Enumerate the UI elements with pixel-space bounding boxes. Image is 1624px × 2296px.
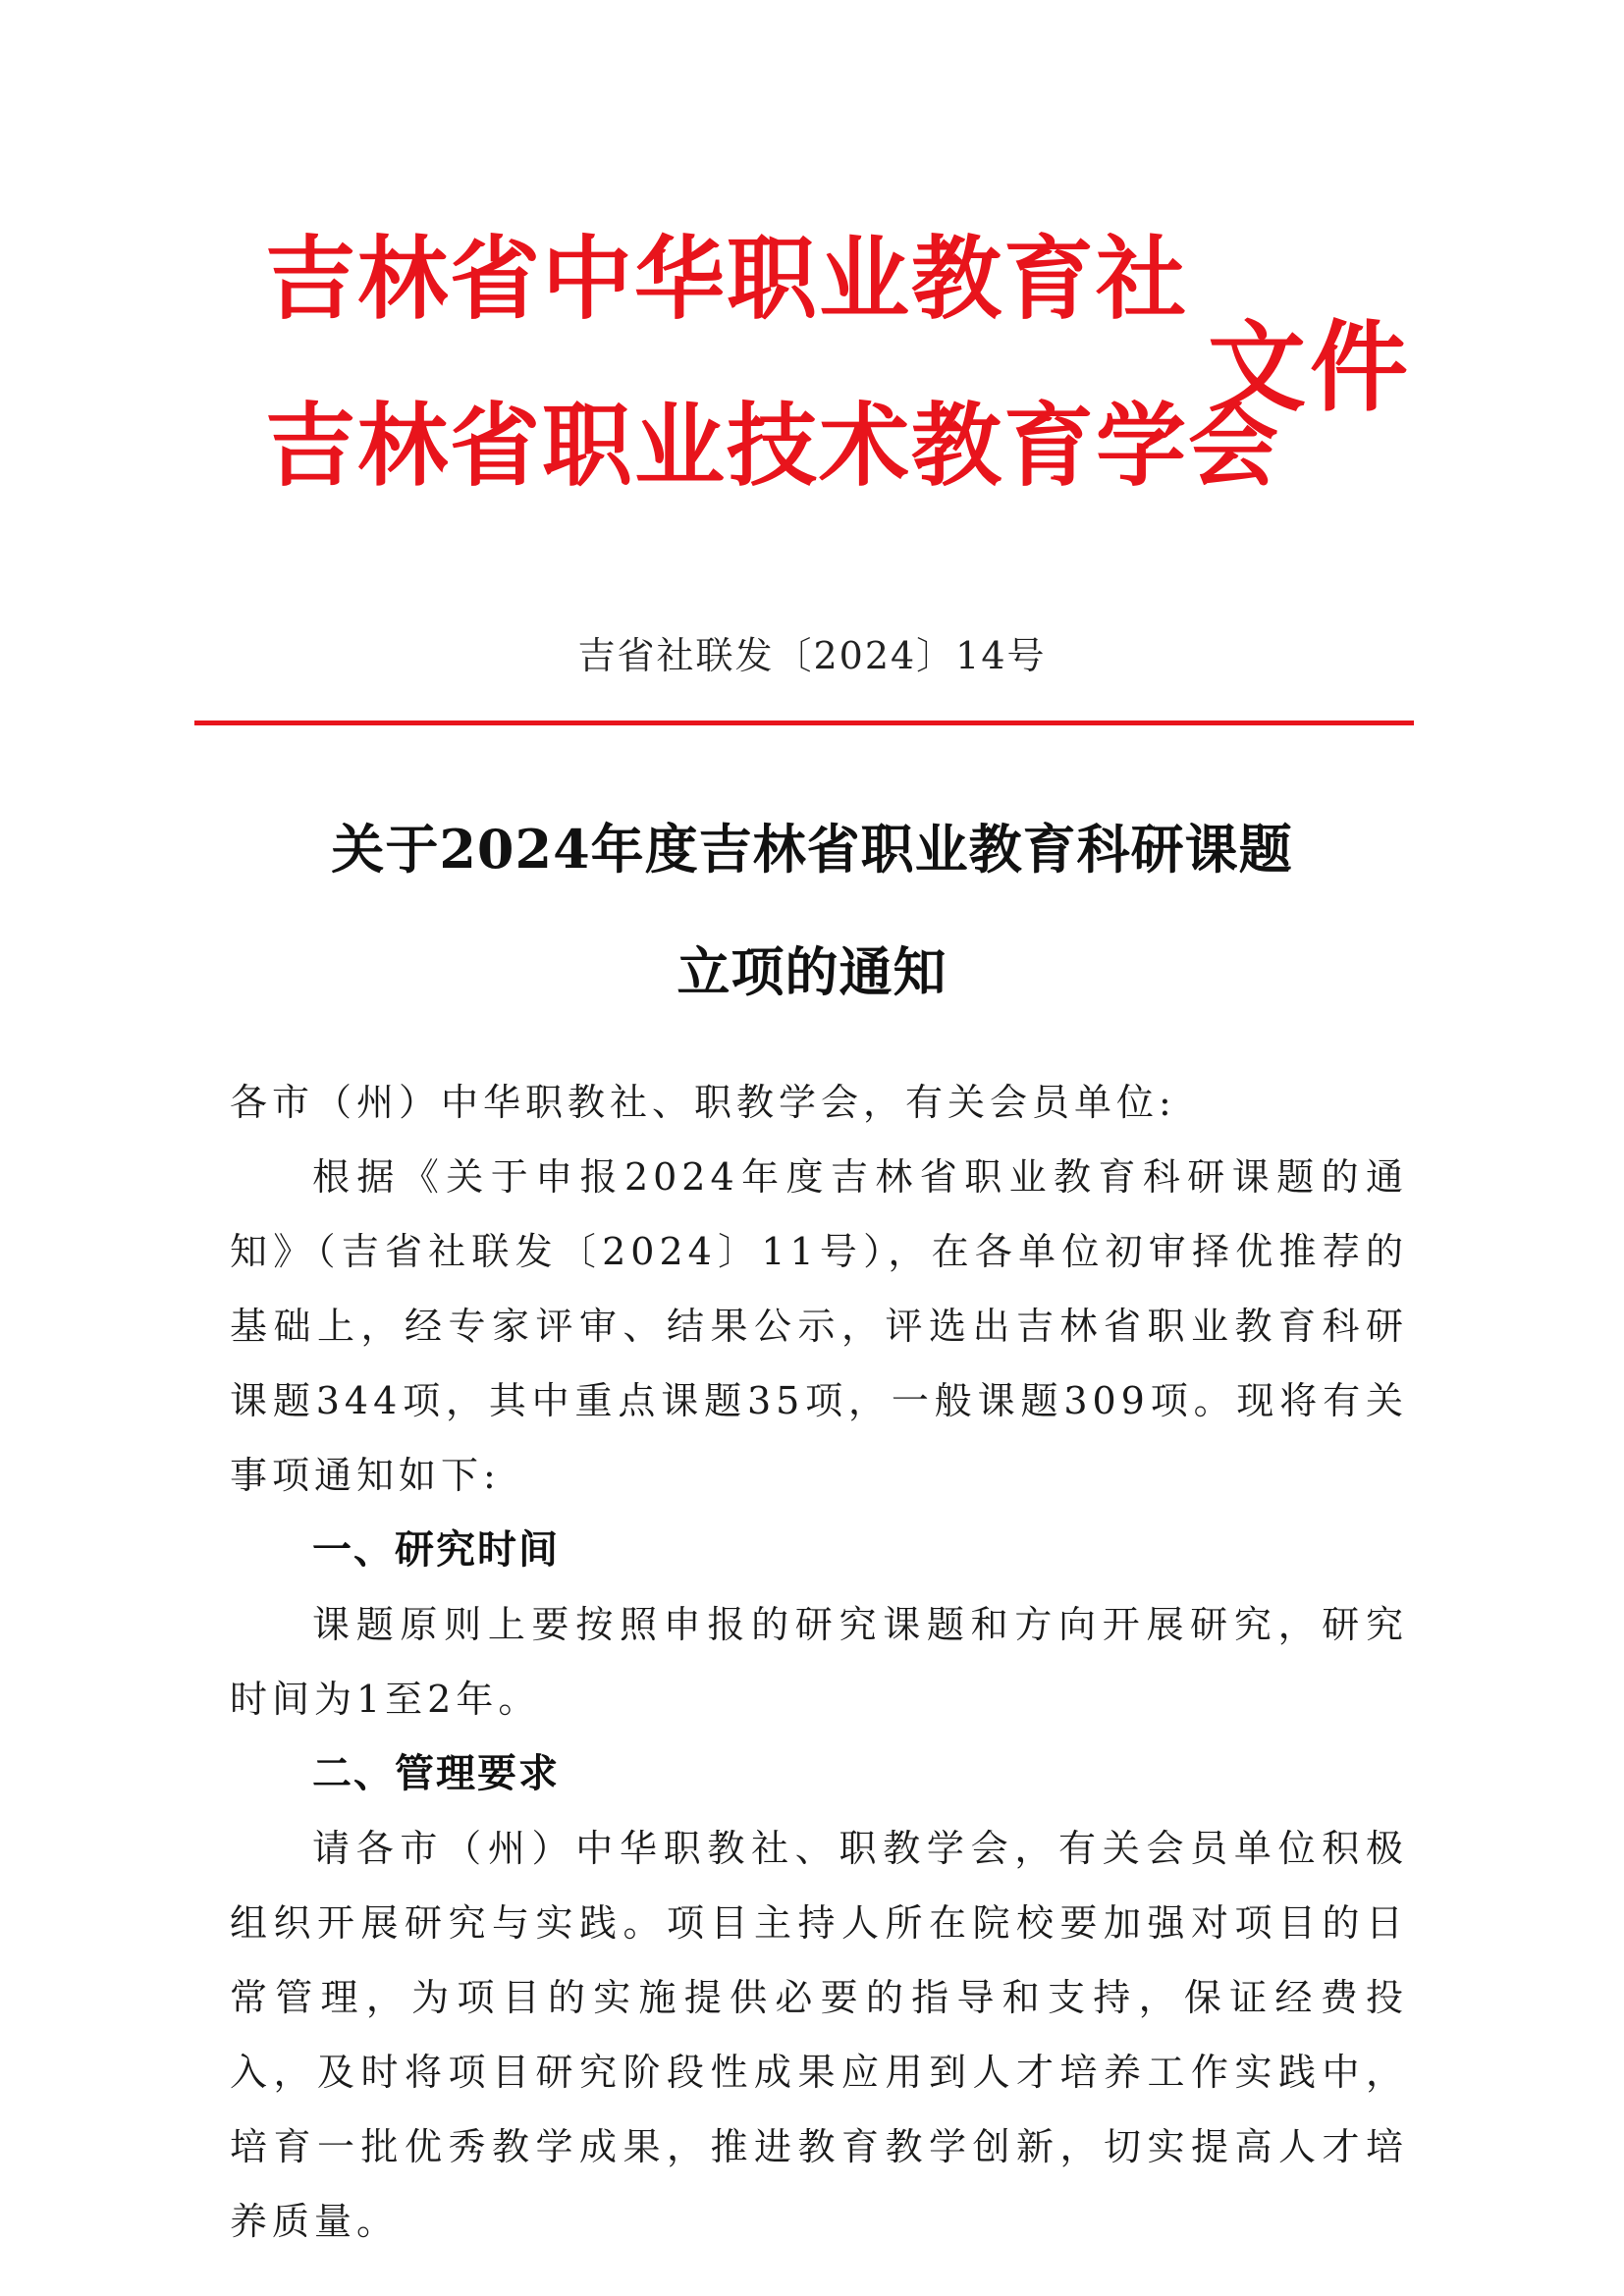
salutation: 各市（州）中华职教社、职教学会，有关会员单位: xyxy=(230,1081,1176,1124)
document-body xyxy=(230,1065,1408,2259)
intro-paragraph: 根据《关于申报2024年度吉林省职业教育科研课题的通知》（吉省社联发〔2024〕11号），在各单位初审择优推荐的基础上，经专家评审、结果公示，评选出吉林省职业教育科研课题344项，其中重点课题35项，一般课题309项。现将有关事项通知如下: xyxy=(230,1155,1408,1497)
issuer-name-2: 吉林省职业技术教育学会 xyxy=(265,394,1281,499)
section-text-management: 请各市（州）中华职教社、职教学会，有关会员单位积极组织开展研究与实践。项目主持人所在院校要加强对项目的日常管理，为项目的实施提供必要的指导和支持，保证经费投入，及时将项目研究阶段性成果应用到人才培养工作实践中，培育一批优秀教学成果，推进教育教学创新，切实提高人才培养质量。 xyxy=(230,1827,1408,2243)
document-number: 吉省社联发〔2024〕14号 xyxy=(577,634,1047,677)
issuer-name-1: 吉林省中华职业教育社 xyxy=(265,227,1189,332)
notice-title-line-2: 立项的通知 xyxy=(677,940,947,1003)
notice-title-line-1: 关于2024年度吉林省职业教育科研课题 xyxy=(331,818,1293,881)
section-heading-management: 二、管理要求 xyxy=(312,1751,560,1796)
document-header xyxy=(265,226,1412,520)
document-type-label: 文件 xyxy=(1208,310,1412,425)
section-text-research-time: 课题原则上要按照申报的研究课题和方向开展研究，研究时间为1至2年。 xyxy=(230,1603,1408,1721)
section-heading-research-time: 一、研究时间 xyxy=(312,1527,560,1573)
red-separator-line xyxy=(194,721,1414,725)
